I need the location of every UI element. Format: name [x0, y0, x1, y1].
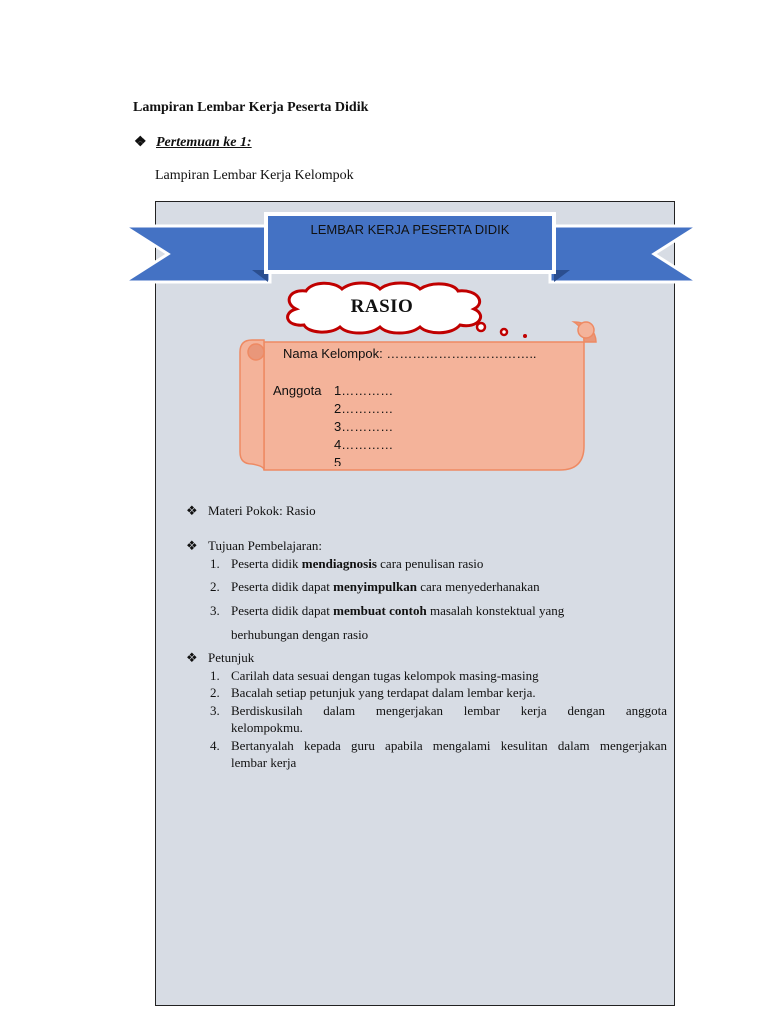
objectives-title: Tujuan Pembelajaran:	[208, 538, 322, 553]
ribbon-banner	[120, 212, 702, 286]
page-heading: Lampiran Lembar Kerja Peserta Didik	[133, 100, 369, 115]
instruction-item: Carilah data sesuai dengan tugas kelompok masing-masing	[231, 668, 539, 683]
page-subheading: Lampiran Lembar Kerja Kelompok	[155, 168, 354, 183]
member-slot: 4…………	[334, 437, 394, 452]
diamond-bullet-icon: ❖	[134, 135, 147, 150]
meeting-label	[134, 134, 252, 151]
objective-number: 3.	[210, 603, 220, 618]
instruction-number: 1.	[210, 668, 220, 683]
meeting-text: Pertemuan ke 1:	[156, 135, 252, 150]
ribbon-right-tail	[550, 226, 698, 282]
instructions-title: Petunjuk	[208, 650, 255, 665]
group-name-field: Nama Kelompok: ……………………………..	[283, 346, 537, 361]
member-slot: 2…………	[334, 401, 394, 416]
objective-number: 2.	[210, 579, 220, 594]
member-slot: 3…………	[334, 419, 394, 434]
objective-item: Peserta didik mendiagnosis cara penulisan rasio	[231, 556, 484, 571]
instruction-item-continued: kelompokmu.	[231, 720, 303, 735]
objective-item: Peserta didik dapat menyimpulkan cara menyederhanakan	[231, 579, 540, 594]
members-label: Anggota	[273, 383, 322, 398]
material-label: Materi Pokok: Rasio	[208, 503, 316, 518]
objective-number: 1.	[210, 556, 220, 571]
member-slot: 5	[334, 455, 342, 466]
scroll-top-curl	[578, 322, 594, 338]
banner-title: LEMBAR KERJA PESERTA DIDIK	[310, 222, 510, 237]
scroll-body	[264, 342, 584, 470]
scroll-banner	[238, 318, 600, 478]
member-slot: 1…………	[334, 383, 394, 398]
diamond-bullet-icon: ❖	[186, 650, 198, 665]
instruction-item: Bertanyalah kepada guru apabila mengalami kesulitan dalam mengerjakan	[231, 738, 667, 753]
instruction-number: 2.	[210, 685, 220, 700]
objective-item: Peserta didik dapat membuat contoh masalah konstektual yang	[231, 603, 565, 618]
scroll-left-curl	[248, 344, 264, 360]
objective-item-continued: berhubungan dengan rasio	[231, 627, 369, 642]
instruction-item: Bacalah setiap petunjuk yang terdapat dalam lembar kerja.	[231, 685, 536, 700]
instruction-number: 4.	[210, 738, 220, 753]
instruction-number: 3.	[210, 703, 220, 718]
diamond-bullet-icon: ❖	[186, 538, 198, 553]
cloud-label: RASIO	[350, 296, 414, 317]
instruction-item: Berdiskusilah dalam mengerjakan lembar kerja dengan anggota	[231, 703, 667, 718]
ribbon-left-tail	[124, 226, 270, 282]
diamond-bullet-icon: ❖	[186, 503, 198, 518]
instruction-item-continued: lembar kerja	[231, 755, 297, 770]
